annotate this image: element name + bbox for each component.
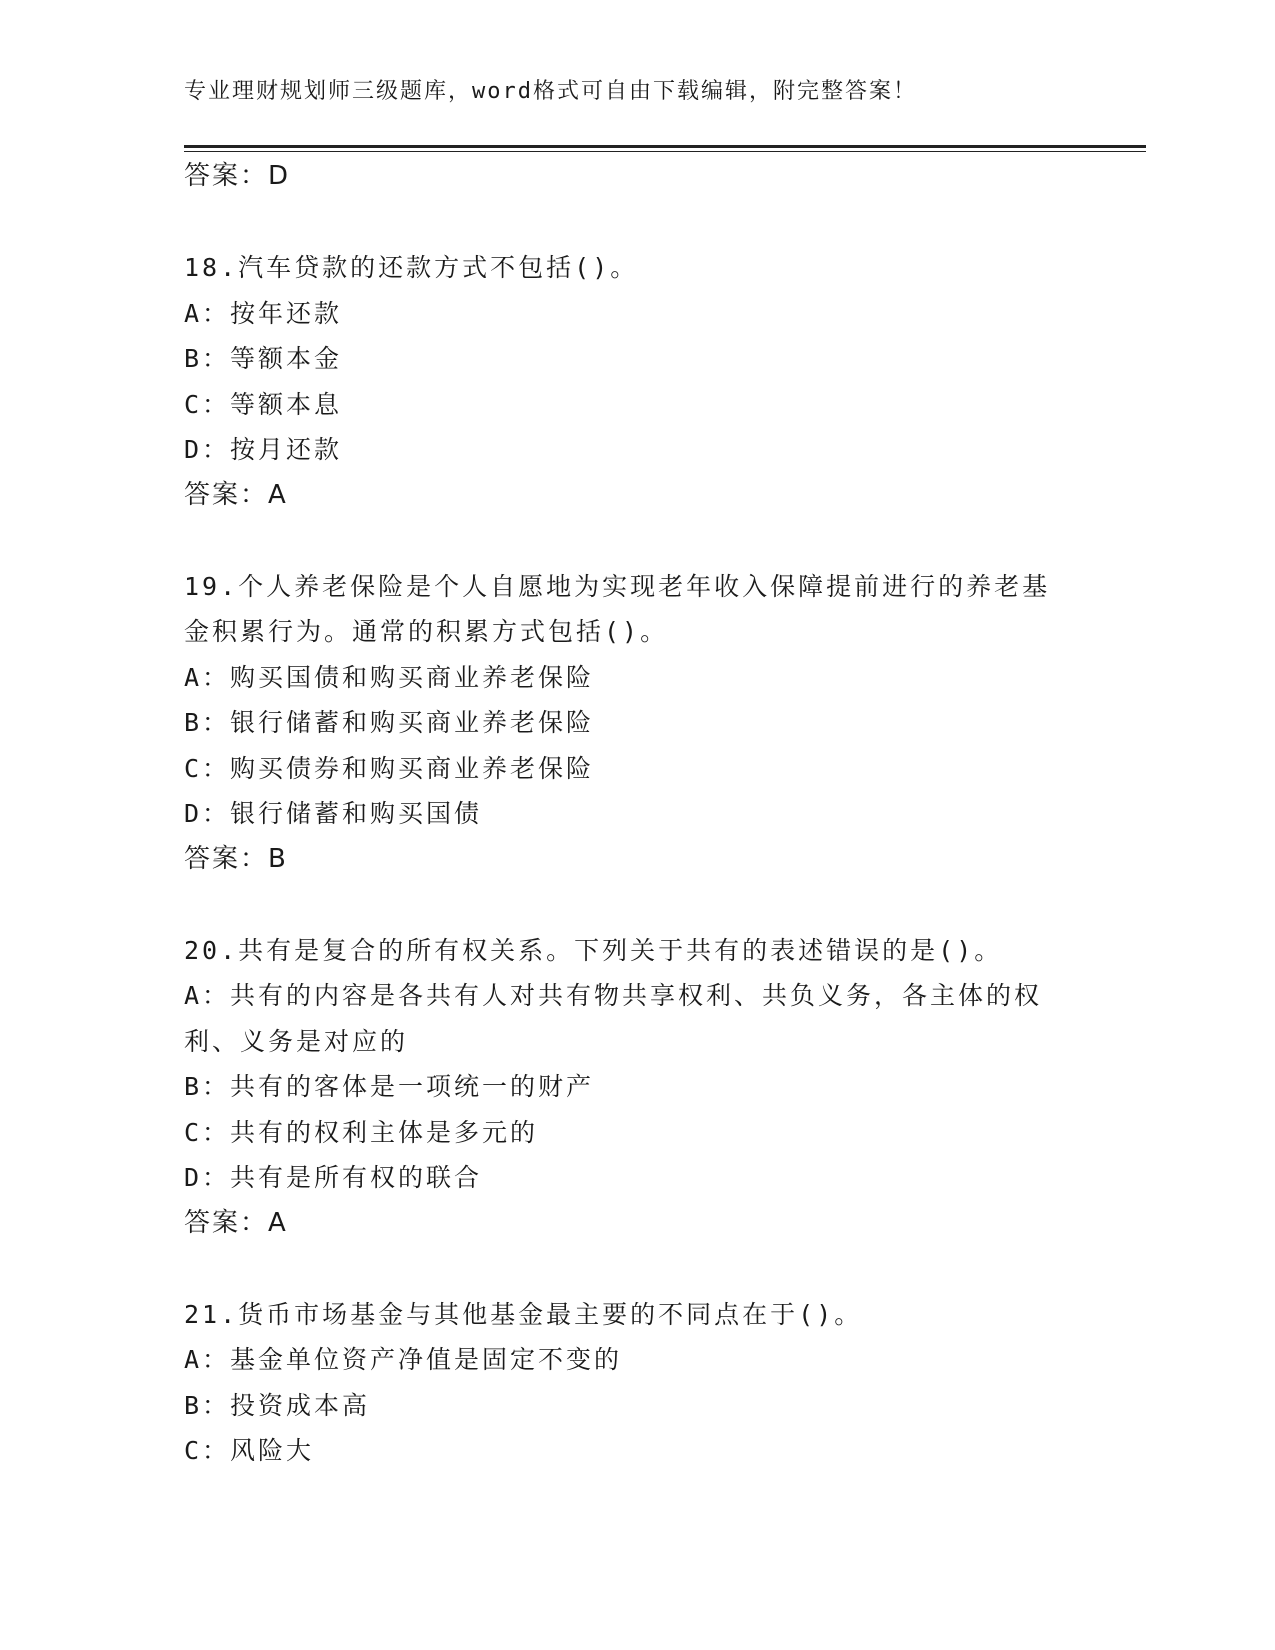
question-text-continued: 金积累行为。通常的积累方式包括()。: [184, 617, 669, 646]
answer-line: 答案：B: [184, 843, 288, 874]
answer-line: 答案：A: [184, 1207, 288, 1238]
question-text: 21.货币市场基金与其他基金最主要的不同点在于()。: [184, 1299, 863, 1329]
option-b: B：等额本金: [184, 344, 343, 373]
answer-line: 答案：D: [184, 161, 291, 191]
block-spacer: [184, 1246, 1084, 1292]
option-c: C：购买债券和购买商业养老保险: [184, 753, 595, 783]
block-spacer: [184, 200, 1084, 246]
option-a: A：购买国债和购买商业养老保险: [184, 662, 595, 692]
question-text: 19.个人养老保险是个人自愿地为实现老年收入保障提前进行的养老基: [184, 571, 1051, 601]
option-d: D：按月还款: [184, 435, 343, 464]
question-text: 20.共有是复合的所有权关系。下列关于共有的表述错误的是()。: [184, 935, 1003, 965]
option-c: C：风险大: [184, 1436, 315, 1465]
header-rule: [184, 145, 1146, 148]
page-header: 专业理财规划师三级题库，word格式可自由下载编辑，附完整答案！: [184, 79, 917, 104]
block-spacer: [184, 518, 1084, 564]
option-b: B：银行储蓄和购买商业养老保险: [184, 708, 595, 737]
option-c: C：等额本息: [184, 389, 343, 419]
option-a: A：基金单位资产净值是固定不变的: [184, 1345, 623, 1374]
option-a: A：按年还款: [184, 298, 343, 328]
option-d: D：银行储蓄和购买国债: [184, 799, 483, 828]
option-a-continued: 利、义务是对应的: [184, 1026, 409, 1056]
option-b: B：共有的客体是一项统一的财产: [184, 1072, 595, 1101]
answer-line: 答案：A: [184, 479, 288, 510]
option-a: A：共有的内容是各共有人对共有物共享权利、共负义务，各主体的权: [184, 981, 1043, 1010]
block-spacer: [184, 882, 1084, 928]
option-b: B：投资成本高: [184, 1390, 371, 1420]
option-c: C：共有的权利主体是多元的: [184, 1117, 539, 1147]
question-text: 18.汽车贷款的还款方式不包括()。: [184, 253, 639, 282]
option-d: D：共有是所有权的联合: [184, 1163, 483, 1192]
question-list: [184, 154, 1084, 1474]
